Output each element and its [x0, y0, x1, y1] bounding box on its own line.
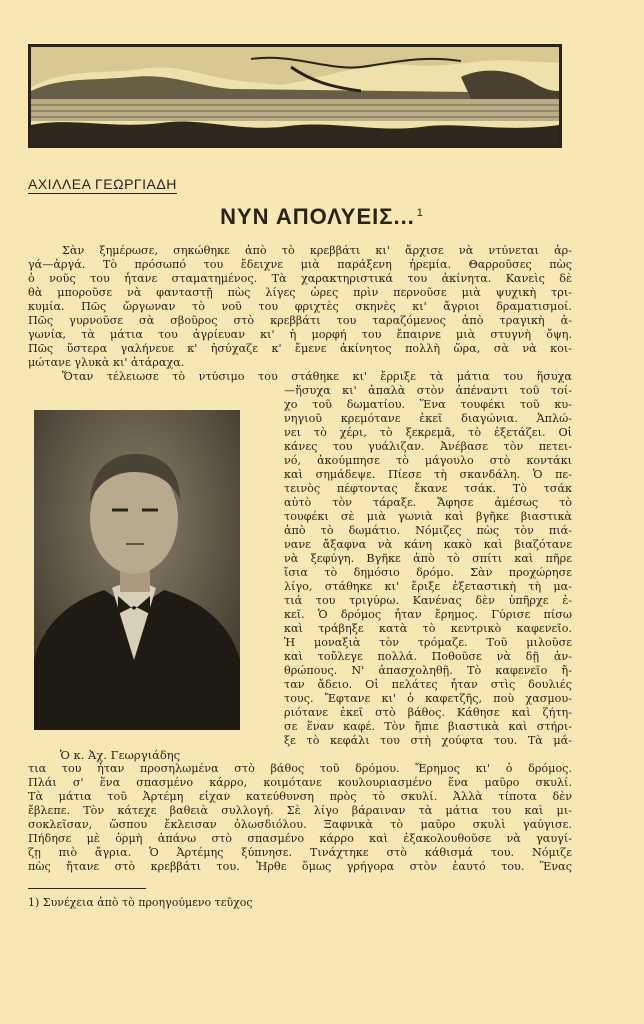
article-title — [0, 204, 644, 230]
text-line: κυμία. Πῶς ὤργωναν τὸ νοῦ του φριχτὲς σκηνὲς κι' ἄγριοι δραματισμοί. — [28, 300, 572, 313]
text-line: —ἥσυχα κι' ἀπαλὰ στὸν ἀπέναντι τοῦ τοί- — [284, 384, 572, 397]
text-line: Πήδησε μὲ ὁρμὴ ἀπάνω στὸ σπασμένο κάρρο καὶ ἐξακολουθοῦσε νὰ γαυγί- — [28, 832, 572, 845]
footnote-mark: 1 — [416, 207, 424, 219]
text-line: τια του ἦταν προσηλωμένα στὸ βάθος τοῦ δρόμου. Ἔρημος κι' ὁ δρόμος. — [28, 762, 572, 775]
text-line: τιά του τριγύρω. Κανένας δὲν ὑπῆρχε ἐ- — [284, 594, 572, 607]
text-line: ξε τὸ κεφάλι του στὴ χούφτα του. Τὰ μά- — [284, 734, 572, 747]
text-line: κεῖ. Ὁ δρόμος ἦταν ἔρημος. Γύρισε πίσω — [284, 608, 572, 621]
text-line: καὶ τράβηξε κατὰ τὸ κεντρικὸ καφενεῖο. — [284, 622, 572, 635]
text-line: τους. Ἔφτανε κι' ὁ καφετζῆς, ποὺ χασμου- — [284, 692, 572, 705]
text-line: τεινὸς πέφτοντας ἔκανε τσάκ. Τὸ τσάκ — [284, 482, 572, 495]
footnote-text: 1) Συνέχεια ἀπὸ τὸ προηγούμενο τεῦχος — [28, 896, 253, 909]
text-line: Σὰν ξημέρωσε, σηκώθηκε ἀπὸ τὸ κρεββάτι κι' ἄρχισε νὰ ντύνεται ἀρ- — [62, 244, 572, 257]
text-line: θρώπους. Ν' ἀπασχοληθῇ. Τὸ καφενεῖο ἤ- — [284, 664, 572, 677]
text-line: σε ἕναν καφέ. Τὸν ἤπιε βιαστικὰ καὶ στήρι- — [284, 720, 572, 733]
text-line: ἔβλεπε. Τὸν κάτεχε βαθειὰ συλλογή. Σὲ λίγο βάραιναν τὰ μάτια του καὶ μι- — [28, 804, 572, 817]
text-line: αὐτὸ τὸν τάραξε. Ἄφησε ἀμέσως τὸ — [284, 496, 572, 509]
footnote-rule — [28, 888, 146, 889]
text-line: νό, ἀκούμπησε τὸ μάγουλο στὸ κοντάκι — [284, 454, 572, 467]
text-line: Ἡ μοναξιὰ τὸν τρόμαζε. Τοῦ μιλοῦσε — [284, 636, 572, 649]
text-line: θὰ μποροῦσε νὰ φανταστῇ πὼς λίγες ὧρες πρὶν περνοῦσε μιὰ ψυχικὴ τρι- — [28, 286, 572, 299]
text-line: γωνία, τὰ μάτια του ἀγρίευαν κι' ἡ μορφή του ἔπαιρνε μιὰ στυγνὴ ὄψη. — [28, 328, 572, 341]
text-line: νανε ἄξαφνα νὰ κάνη κακὸ καὶ βιαζότανε — [284, 538, 572, 551]
text-line: τουφέκι σὲ μιὰ γωνιὰ καὶ βγῆκε βιαστικὰ — [284, 510, 572, 523]
text-line: ἀπὸ τὸ δωμάτιο. Νόμιζες πὼς τὸν πιά- — [284, 524, 572, 537]
text-line: γά—ἀργά. Τὸ πρόσωπό του ἔδειχνε μιὰ παράξενη ἠρεμία. Θαρροῦσες πὼς — [28, 258, 572, 271]
text-line: λίγο, στάθηκε κι' ἔριξε ἐξεταστικὴ τὴ μα- — [284, 580, 572, 593]
landscape-drawing — [31, 47, 559, 145]
text-line: ἴσια τὸ δημόσιο δρόμο. Σὰν προχώρησε — [284, 566, 572, 579]
text-line: νει τὸ χέρι, τὸ ξεκρεμᾶ, τὸ ἐξετάζει. Οἱ — [284, 426, 572, 439]
text-line: καὶ τοὔλεγε πολλά. Ποθοῦσε νὰ δῇ ἀν- — [284, 650, 572, 663]
text-line: ὁ νοῦς του ἦτανε σταματημένος. Τὰ χαρακτηριστικά του ἀκίνητα. Κανεὶς δὲ — [28, 272, 572, 285]
text-line: σοκλεῖσαν, ὥσπου ἔκλεισαν ὁλωσδιόλου. Ξαφνικὰ τὸ μαῦρο σκυλὶ γαύγισε. — [28, 818, 572, 831]
author-portrait — [34, 410, 240, 730]
text-line: κάνες του γυάλιζαν. Ἀνέβασε τὸν πετει- — [284, 440, 572, 453]
text-line: ζῃ πιὸ ἄγρια. Ὁ Ἀρτέμης ξύπνησε. Τινάχτηκε στὸ κάθισμά του. Νόμιζε — [28, 846, 572, 859]
text-line: χο τοῦ δωματίου. Ἕνα τουφέκι τοῦ κυ- — [284, 398, 572, 411]
text-line: νὰ ξεφύγη. Βγῆκε ἀπὸ τὸ σπίτι καὶ πῆρε — [284, 552, 572, 565]
text-line: μώτανε γλυκὰ κι' ἀτάραχα. — [28, 356, 185, 369]
text-line: ριότανε ἐκεῖ στὸ βάθος. Κάθησε καὶ ζήτη- — [284, 706, 572, 719]
text-line: Ὅταν τέλειωσε τὸ ντύσιμο του στάθηκε κι' ἔρριξε τὰ μάτια του ἥσυχα — [62, 370, 572, 383]
text-line: νηγιοῦ κρεμότανε ἐκεῖ διαγώνια. Ἁπλώ- — [284, 412, 572, 425]
landscape-illustration — [28, 44, 562, 148]
text-line: πὼς ἤτανε στὸ κρεββάτι του. Ἦρθε ὅμως γρήγορα στὸν ἑαυτό του. Ἕνας — [28, 860, 572, 873]
text-line: Πῶς γυρνοῦσε σὰ σβοῦρος στὸ κρεββάτι του ταραζόμενος ἀπὸ τραγικὴ ἀ- — [28, 314, 572, 327]
text-line: καὶ σημάδεψε. Πίεσε τὴ σκανδάλη. Ὁ πε- — [284, 468, 572, 481]
text-line: Πλάι σ' ἕνα σπασμένο κάρρο, κοιμότανε κουλουριασμένο ἕνα μαῦρο σκυλί. — [28, 776, 572, 789]
title-text: ΝΥΝ ΑΠΟΛΥΕΙΣ... — [220, 204, 415, 229]
text-line: ταν ἄδειο. Οἱ πελάτες ἦταν στὶς δουλιές — [284, 678, 572, 691]
portrait-caption: Ὁ κ. Ἀχ. Γεωργιάδης — [60, 748, 181, 762]
portrait-drawing — [34, 410, 240, 730]
text-line: Πῶς ὕστερα γαλήνευε κ' ἡσύχαζε κ' ἔμενε ἀκίνητος πολλὴ ὥρα, σὰ νὰ κοι- — [28, 342, 572, 355]
text-line: Τὰ μάτια τοῦ Ἀρτέμη εἶχαν κατεύθυνση πρὸς τὸ σκυλί. Ἀλλὰ τίποτα δὲν — [28, 790, 572, 803]
author-name: ΑΧΙΛΛΕΑ ΓΕΩΡΓΙΑΔΗ — [28, 176, 177, 192]
